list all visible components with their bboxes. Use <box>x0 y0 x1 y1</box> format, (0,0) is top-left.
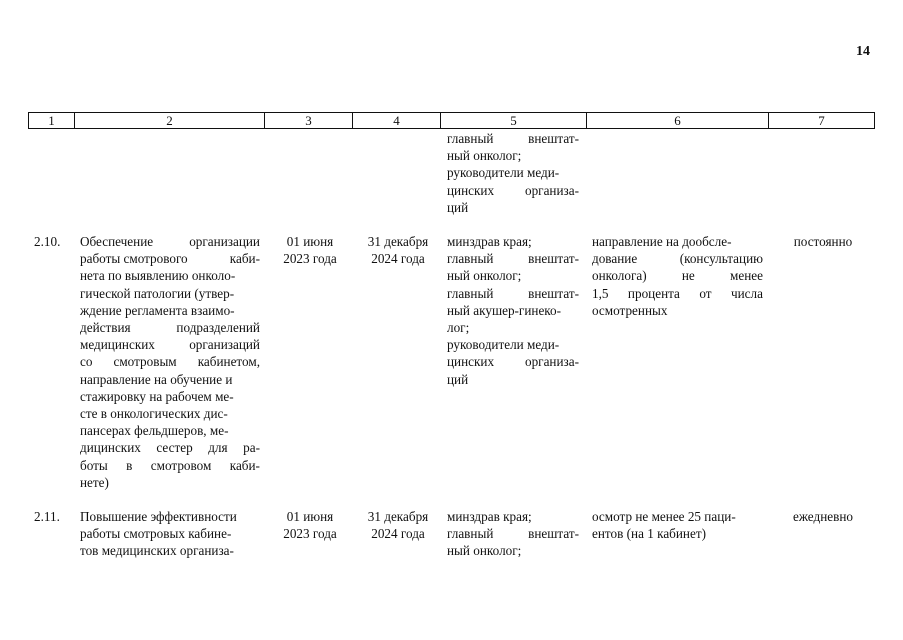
text-line: цинских организа- <box>447 182 579 198</box>
header-col-3: 3 <box>265 113 353 128</box>
text-line: со смотровым кабинетом, <box>80 354 260 370</box>
text-line: нета по выявлению онколо- <box>80 268 236 284</box>
text-line: 2024 года <box>371 251 425 267</box>
text-line: 01 июня <box>286 509 334 524</box>
row-frequency: ежедневно <box>793 509 853 524</box>
table-header <box>28 112 875 129</box>
text-line: направление на обучение и <box>80 371 233 387</box>
row-frequency: постоянно <box>793 234 853 249</box>
text-line: осмотр не менее 25 паци- <box>592 509 736 524</box>
row-number: 2.11. <box>34 509 60 524</box>
text-line: 2024 года <box>371 526 425 542</box>
text-line: руководители меди- <box>447 165 560 181</box>
row-description <box>80 233 260 491</box>
row-description <box>80 508 260 560</box>
text-line: пансерах фельдшеров, ме- <box>80 423 229 439</box>
text-line: ный онколог; <box>447 148 522 164</box>
header-col-5: 5 <box>441 113 587 128</box>
header-col-1: 1 <box>29 113 75 128</box>
text-line: ентов (на 1 кабинет) <box>592 526 706 542</box>
text-line: главный внештат- <box>447 526 579 542</box>
text-line: стажировку на рабочем ме- <box>80 388 234 404</box>
page-number: 14 <box>856 44 870 59</box>
text-line: минздрав края; <box>447 509 532 524</box>
header-col-7: 7 <box>769 113 875 128</box>
text-line: 31 декабря <box>367 509 429 524</box>
text-line: дицинских сестер для ра- <box>80 440 260 456</box>
text-line: гической патологии (утвер- <box>80 285 235 301</box>
text-line: ций <box>447 199 469 215</box>
text-line: ный акушер-гинеко- <box>447 302 562 318</box>
row-end-date <box>357 233 439 267</box>
text-line: Повышение эффективности <box>80 509 237 524</box>
text-line: цинских организа- <box>447 354 579 370</box>
row-start-date <box>270 508 350 542</box>
text-line: 2023 года <box>283 251 337 267</box>
text-line: руководители меди- <box>447 337 560 353</box>
text-line: 01 июня <box>286 234 334 249</box>
text-line: главный внештат- <box>447 285 579 301</box>
text-line: лог; <box>447 320 470 336</box>
text-line: действия подразделений <box>80 320 260 336</box>
row-responsible <box>447 508 579 560</box>
text-line: дование (консультацию <box>592 251 763 267</box>
text-line: боты в смотровом каби- <box>80 457 260 473</box>
row-end-date <box>357 508 439 542</box>
text-line: Обеспечение организации <box>80 234 260 249</box>
text-line: ций <box>447 371 469 387</box>
text-line: тов медицинских организа- <box>80 543 234 559</box>
text-line: главный внештат- <box>447 131 579 146</box>
text-line: минздрав края; <box>447 234 532 249</box>
text-line: осмотренных <box>592 302 668 318</box>
row-number: 2.10. <box>34 234 61 249</box>
text-line: главный внештат- <box>447 251 579 267</box>
header-col-4: 4 <box>353 113 441 128</box>
row-start-date <box>270 233 350 267</box>
text-line: направление на дообсле- <box>592 234 732 249</box>
text-line: 31 декабря <box>367 234 429 249</box>
text-line: 1,5 процента от числа <box>592 285 763 301</box>
row-indicator <box>592 508 763 542</box>
header-col-2: 2 <box>75 113 265 128</box>
text-line: ный онколог; <box>447 268 522 284</box>
row-responsible <box>447 233 579 388</box>
text-line: 2023 года <box>283 526 337 542</box>
row-indicator <box>592 233 763 319</box>
text-line: ждение регламента взаимо- <box>80 302 235 318</box>
text-line: работы смотровых кабине- <box>80 526 232 542</box>
header-col-6: 6 <box>587 113 769 128</box>
continuation-col5 <box>447 130 579 216</box>
text-line: сте в онкологических дис- <box>80 406 228 422</box>
text-line: работы смотрового каби- <box>80 251 260 267</box>
text-line: нете) <box>80 474 109 490</box>
text-line: онколога) не менее <box>592 268 763 284</box>
text-line: ный онколог; <box>447 543 522 559</box>
text-line: медицинских организаций <box>80 337 260 353</box>
